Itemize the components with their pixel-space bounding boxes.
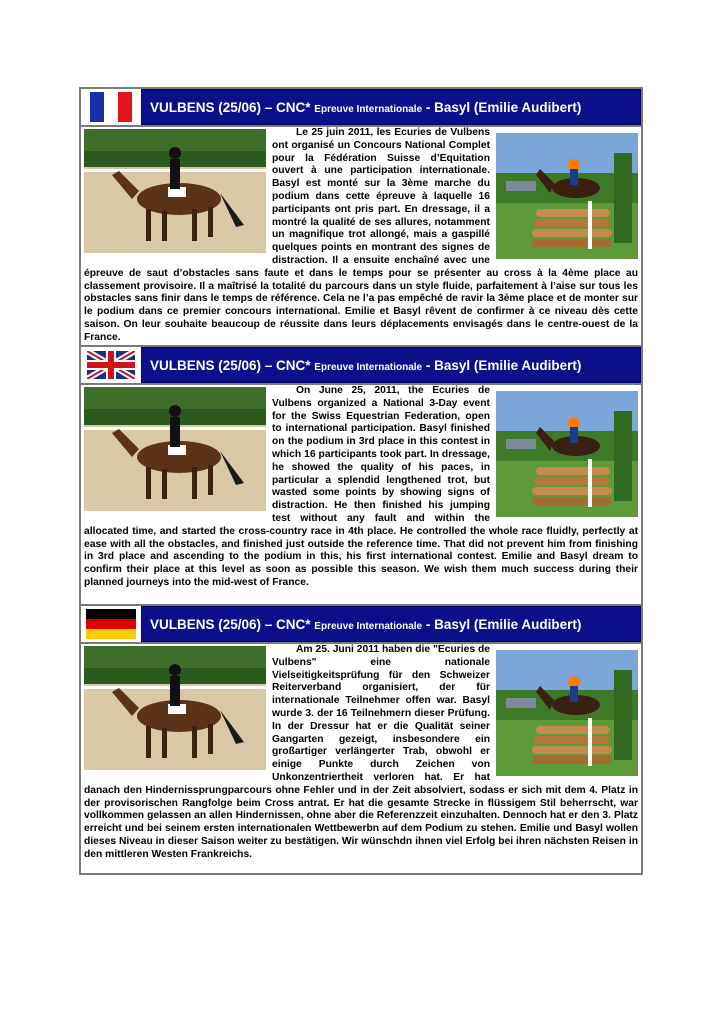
section-german xyxy=(81,604,641,874)
section-body xyxy=(81,385,641,601)
section-header xyxy=(81,347,641,383)
article-text: Am 25. Juni 2011 haben die "Ecuries de Vulbens" eine nationale Vielseitigkeitsprüfung für den Schweizer Reiterverband organisiert, der für internationale Teilnehmer offen war. Basyl wurde 3. der 16 Teilnehmern dieser Prüfung. In der Dressur hat er die Qualität seiner Gangarten gezeigt, insbesondere ein großartiger verlängerter Trab, obwohl er einige Punkte durch Zeichen von Unkonzentriertheit verloren hat. Er hat danach den Hindernissprungparcours ohne Fehler und in der Zeit absolviert, sodass er sich mit dem 4. Platz in der provisorischen Rangfolge beim Cross antrat. Er hat die gesamte Strecke in flüssigem Stil beherrscht, war vollkommen gelassen an allen Hindernissen, ohne aber die Referenzzeit einzuhalten. Dennoch hat er den 3. Platz erreicht und bei seinem ersten internationalen Wettbewerbn auf dem Podium zu stehen. Emilie und Basyl wollen dieses Niveau in dieser Saison weiter zu bestätigen. Wir wünschdn ihnen viel Erfolg bei ihren nächsten Reisen in den mittleren Westen Frankreichs. xyxy=(84,644,638,860)
section-english xyxy=(81,345,641,601)
section-header xyxy=(81,89,641,125)
section-header xyxy=(81,606,641,642)
section-title: VULBENS (25/06) – CNC* Epreuve Internationale - Basyl (Emilie Audibert) xyxy=(141,89,641,125)
section-title: VULBENS (25/06) – CNC* Epreuve Internationale - Basyl (Emilie Audibert) xyxy=(141,347,641,383)
dressage-photo xyxy=(84,129,266,253)
flag-cell xyxy=(81,347,141,383)
section-french xyxy=(81,89,641,345)
section-title: VULBENS (25/06) – CNC* Epreuve Internationale - Basyl (Emilie Audibert) xyxy=(141,606,641,642)
flag-cell xyxy=(81,606,141,642)
germany-flag-icon xyxy=(86,609,136,639)
cross-country-photo xyxy=(496,391,638,517)
france-flag-icon xyxy=(90,92,132,122)
dressage-photo xyxy=(84,646,266,770)
uk-flag-icon xyxy=(87,351,135,379)
dressage-photo xyxy=(84,387,266,511)
cross-country-photo xyxy=(496,650,638,776)
cross-country-photo xyxy=(496,133,638,259)
flag-cell xyxy=(81,89,141,125)
section-body xyxy=(81,127,641,345)
section-body xyxy=(81,644,641,872)
article-text: Le 25 juin 2011, les Ecuries de Vulbens ont organisé un Concours National Complet pour la Fédération Suisse d’Equitation ouvert à une participation internationale. Basyl est monté sur la 3ème marche du podium dans cette épreuve à laquelle 16 participants ont pris part. En dressage, il a montré la qualité de ses allures, notamment un magnifique trot allongé, mais a gaspillé quelques points en montrant des signes de distraction. Il a ensuite enchaîné avec une épreuve de saut d’obstacles sans faute et dans le temps pour se présenter au cross à la 4ème place au classement provisoire. Il a maîtrisé la totalité du parcours dans un style fluide, parfaitement à l’aise sur tous les obstacles sans finir dans le temps de référence. Cela ne l’a pas empêché de ravir la 3ème place et de monter sur le podium dans ce premier concours international. Emilie et Basyl rêvent de confirmer à ce niveau dès cette saison. On leur souhaite beaucoup de réussite dans leurs déplacements envisagés dans le centre-ouest de la France. xyxy=(84,127,638,343)
article-text: On June 25, 2011, the Ecuries de Vulbens organized a National 3-Day event for the Swiss Equestrian Federation, open to international participation. Basyl finished on the podium in 3rd place in this contest in which 16 participants took part. In dressage, he showed the quality of his paces, in particular a splendid lengthened trot, but wasted some points by showing signs of distraction. He then finished his jumping test without any fault and within the allocated time, and started the cross-country race in 4th place. He controlled the whole race fluidly, perfectly at ease with all the obstacles, and finished just outside the reference time. That did not prevent him from finishing in 3rd place and ascending to the podium in this, his first international contest. Emilie and Basyl dream to confirm their place at this level as soon as possible this season. We wish them much success during their planned journeys into the mid-west of France. xyxy=(84,385,638,588)
